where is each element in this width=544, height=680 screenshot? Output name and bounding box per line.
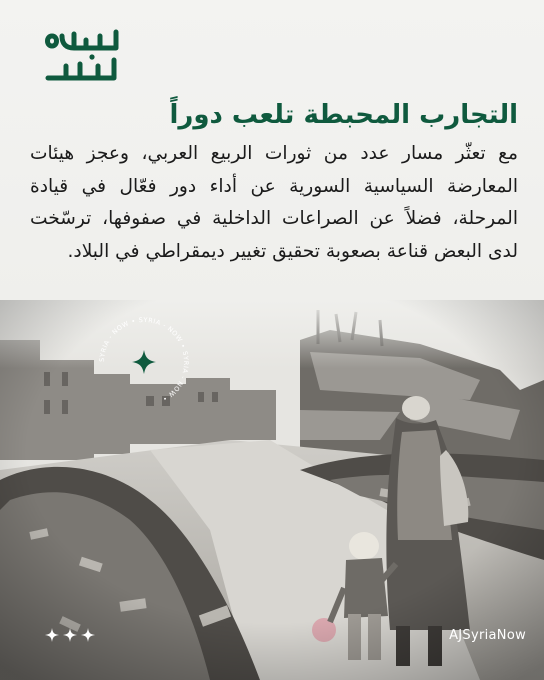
badge-ring-text: SYRIA - NOW • SYRIA - NOW • SYRIA - NOW • xyxy=(97,315,191,404)
syria-now-badge xyxy=(92,310,196,414)
street-rubble-photo xyxy=(0,300,544,680)
social-handle: AJSyriaNow xyxy=(449,628,526,643)
three-stars-icon xyxy=(42,624,98,648)
logo-icon xyxy=(40,26,122,86)
headline: التجارب المحبطة تلعب دوراً xyxy=(169,100,518,130)
logo-wordmark xyxy=(40,26,122,86)
article-text xyxy=(30,96,518,268)
article-body: مع تعثّر مسار عدد من ثورات الربيع العربي، وعجز هيئات المعارضة السياسية السورية عن أداء دور فعّال في قيادة المرحلة، فضلاً عن الصراعات الداخلية في صفوفها، ترسّخت لدى البعض قناعة بصعوبة تحقيق تغيير ديمقراطي في البلاد. xyxy=(30,143,518,262)
sparkle-icon xyxy=(132,350,156,374)
